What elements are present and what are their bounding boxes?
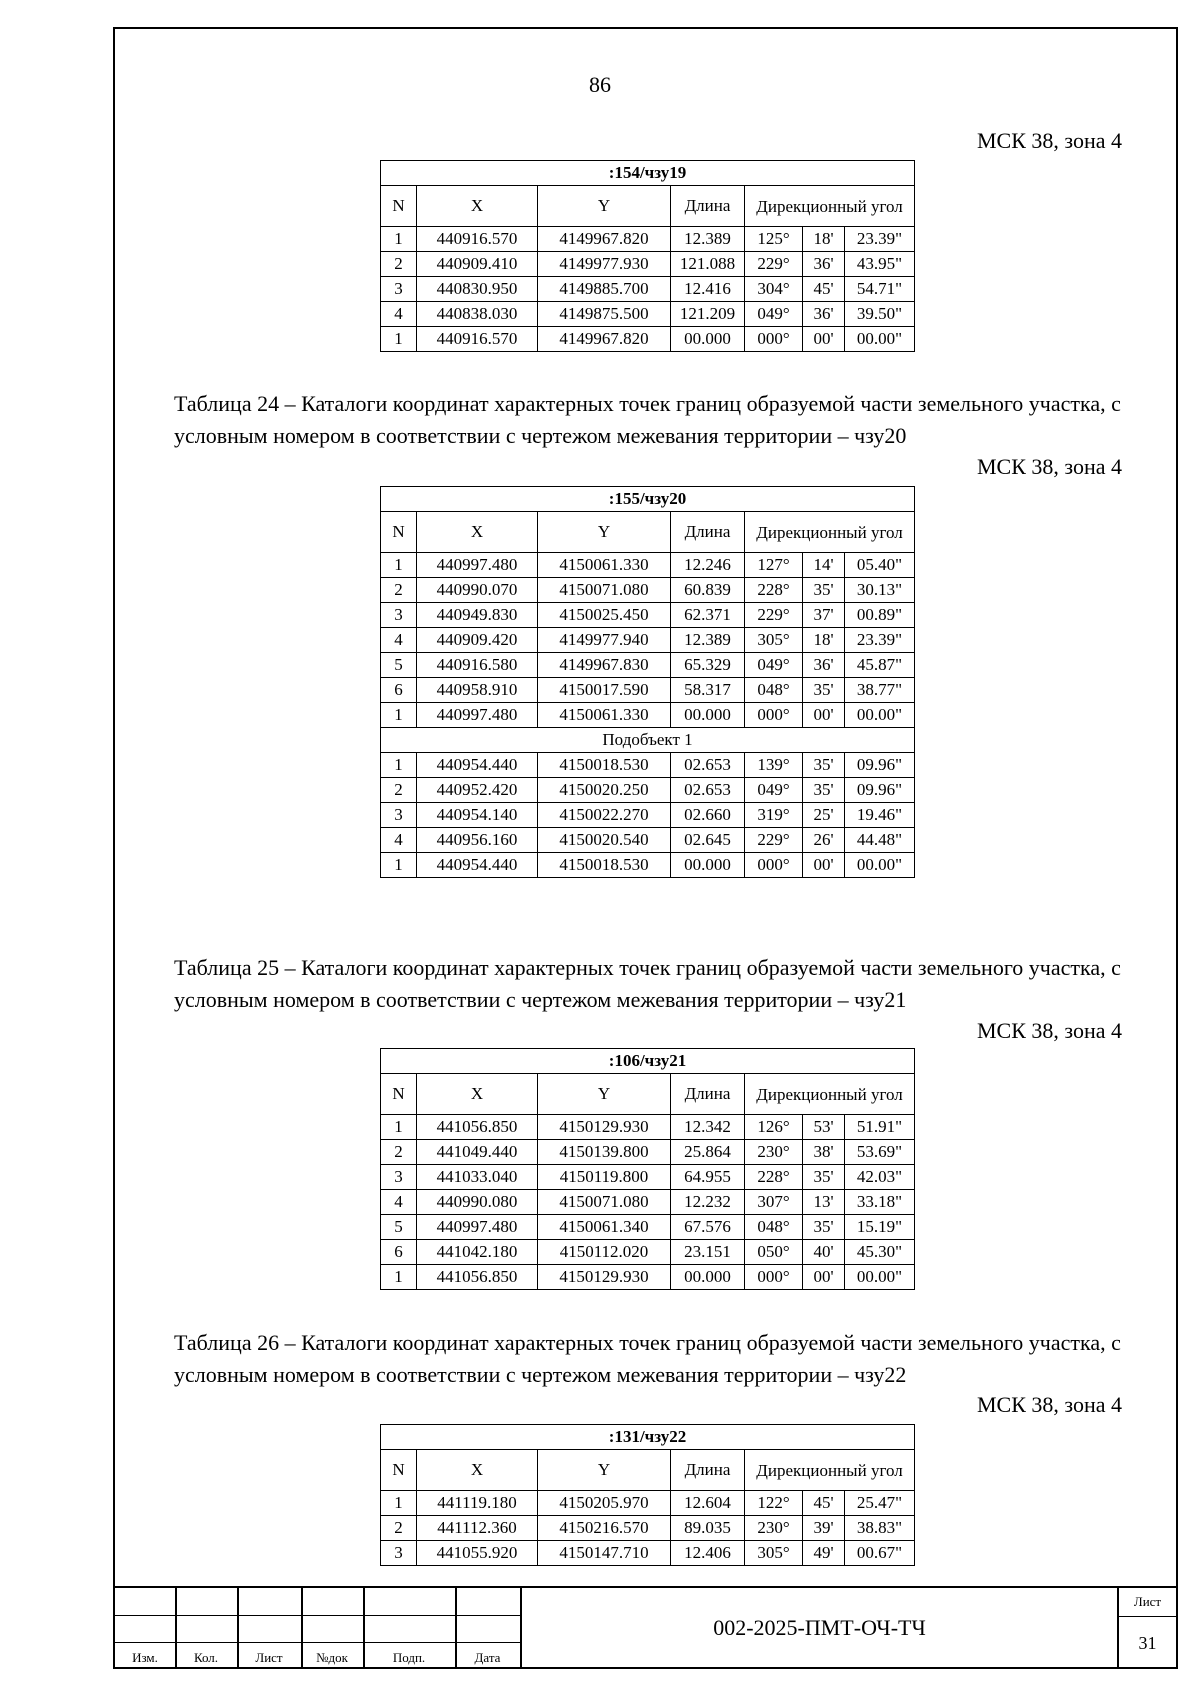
table-cell: 23.39" — [845, 227, 915, 252]
table-cell: 4150112.020 — [538, 1240, 671, 1265]
table-cell: 00.00" — [845, 853, 915, 878]
table-cell: 25' — [803, 803, 845, 828]
table-row — [381, 1190, 915, 1215]
table-cell: 02.653 — [671, 753, 745, 778]
table-cell: 12.389 — [671, 227, 745, 252]
table-cell: 4149977.940 — [538, 628, 671, 653]
table-cell: 12.406 — [671, 1541, 745, 1566]
table-cell: 4 — [381, 302, 417, 327]
table-cell: 2 — [381, 252, 417, 277]
table-cell: 4150071.080 — [538, 578, 671, 603]
table-cell: 4149967.820 — [538, 327, 671, 352]
table-cell: 49' — [803, 1541, 845, 1566]
table-cell: 441055.920 — [417, 1541, 538, 1566]
msk-label: МСК 38, зона 4 — [976, 454, 1122, 479]
table-cell: 440909.410 — [417, 252, 538, 277]
table-row — [381, 803, 915, 828]
table-cell: 40' — [803, 1240, 845, 1265]
table-cell: 1 — [381, 703, 417, 728]
table-cell: 4150119.800 — [538, 1165, 671, 1190]
table-cell: 440916.570 — [417, 227, 538, 252]
table-caption: Таблица 26 – Каталоги координат характерных точек границ образуемой части земельного участка, с условным номером в соответствии с чертежом межевания территории – чзу22 — [174, 1330, 1121, 1387]
table-cell: 4150129.930 — [538, 1265, 671, 1290]
header-direction: Дирекционный угол — [745, 1450, 915, 1491]
table-cell: 3 — [381, 603, 417, 628]
table-cell: 4149885.700 — [538, 277, 671, 302]
table-cell: 440954.140 — [417, 803, 538, 828]
table-row — [381, 302, 915, 327]
header-direction: Дирекционный угол — [745, 1074, 915, 1115]
table-cell: 18' — [803, 227, 845, 252]
header-length: Длина — [671, 186, 745, 227]
table-cell: 305° — [745, 1541, 803, 1566]
table-cell: 440956.160 — [417, 828, 538, 853]
header-length: Длина — [671, 1074, 745, 1115]
table-cell: 441056.850 — [417, 1265, 538, 1290]
table-cell: 121.088 — [671, 252, 745, 277]
table-cell: 02.653 — [671, 778, 745, 803]
table-row — [381, 227, 915, 252]
header-x: X — [417, 1074, 538, 1115]
table-cell: 1 — [381, 227, 417, 252]
coord-table-chzu20 — [380, 486, 915, 878]
table-cell: 2 — [381, 1140, 417, 1165]
table-header-row — [381, 512, 915, 553]
table-cell: 00.67" — [845, 1541, 915, 1566]
table-cell: 12.342 — [671, 1115, 745, 1140]
header-direction: Дирекционный угол — [745, 186, 915, 227]
table-row — [381, 678, 915, 703]
table-cell: 12.416 — [671, 277, 745, 302]
table-cell: 229° — [745, 603, 803, 628]
msk-label: МСК 38, зона 4 — [976, 1392, 1122, 1417]
table-cell: 4150205.970 — [538, 1491, 671, 1516]
table-cell: 60.839 — [671, 578, 745, 603]
table-cell: 00.00" — [845, 703, 915, 728]
table-row — [381, 778, 915, 803]
table-cell: 53.69" — [845, 1140, 915, 1165]
table-cell: 18' — [803, 628, 845, 653]
table-cell: 125° — [745, 227, 803, 252]
table-cell: 36' — [803, 252, 845, 277]
table-cell: 440990.070 — [417, 578, 538, 603]
table-cell: 4150061.340 — [538, 1215, 671, 1240]
table-cell: 4150017.590 — [538, 678, 671, 703]
table-row — [381, 653, 915, 678]
table-cell: 000° — [745, 327, 803, 352]
table-title-row — [381, 1049, 915, 1074]
table-cell: 3 — [381, 803, 417, 828]
table-title: :131/чзу22 — [381, 1425, 915, 1450]
table-row — [381, 578, 915, 603]
table-cell: 44.48" — [845, 828, 915, 853]
table-cell: 441049.440 — [417, 1140, 538, 1165]
table-cell: 00.89" — [845, 603, 915, 628]
table-cell: 440954.440 — [417, 753, 538, 778]
table-row — [381, 553, 915, 578]
stamp-label-ndok: №док — [316, 1650, 348, 1665]
table-cell: 62.371 — [671, 603, 745, 628]
table-cell: 89.035 — [671, 1516, 745, 1541]
table-row — [381, 252, 915, 277]
table-header-row — [381, 1450, 915, 1491]
table-cell: 13' — [803, 1190, 845, 1215]
table-cell: 58.317 — [671, 678, 745, 703]
table-cell: 440949.830 — [417, 603, 538, 628]
table-cell: 050° — [745, 1240, 803, 1265]
table-cell: 4150147.710 — [538, 1541, 671, 1566]
revision-grid — [115, 1586, 520, 1667]
table-cell: 02.645 — [671, 828, 745, 853]
table-cell: 23.151 — [671, 1240, 745, 1265]
table-cell: 51.91" — [845, 1115, 915, 1140]
table-cell: 12.246 — [671, 553, 745, 578]
table-title-row — [381, 1425, 915, 1450]
table-cell: 38.77" — [845, 678, 915, 703]
table-cell: 441119.180 — [417, 1491, 538, 1516]
table-cell: 1 — [381, 753, 417, 778]
table-cell: 35' — [803, 753, 845, 778]
table-cell: 121.209 — [671, 302, 745, 327]
table-cell: 230° — [745, 1516, 803, 1541]
table-cell: 441033.040 — [417, 1165, 538, 1190]
table-cell: 4150129.930 — [538, 1115, 671, 1140]
table-cell: 05.40" — [845, 553, 915, 578]
header-y: Y — [538, 1074, 671, 1115]
table-cell: 23.39" — [845, 628, 915, 653]
table-cell: 440830.950 — [417, 277, 538, 302]
table-cell: 54.71" — [845, 277, 915, 302]
table-cell: 4150061.330 — [538, 553, 671, 578]
table-cell: 4149967.830 — [538, 653, 671, 678]
table-cell: 440997.480 — [417, 553, 538, 578]
table-cell: 049° — [745, 778, 803, 803]
table-row — [381, 1516, 915, 1541]
table-cell: 4150020.540 — [538, 828, 671, 853]
table-cell: 048° — [745, 678, 803, 703]
table-cell: 09.96" — [845, 753, 915, 778]
table-cell: 64.955 — [671, 1165, 745, 1190]
table-cell: 3 — [381, 1541, 417, 1566]
table-row — [381, 1140, 915, 1165]
table-row — [381, 327, 915, 352]
table-cell: 1 — [381, 327, 417, 352]
table-cell: 4150139.800 — [538, 1140, 671, 1165]
table-cell: 2 — [381, 778, 417, 803]
table-cell: 4150020.250 — [538, 778, 671, 803]
table-cell: 25.47" — [845, 1491, 915, 1516]
table-cell: 4150071.080 — [538, 1190, 671, 1215]
table-cell: 4150216.570 — [538, 1516, 671, 1541]
sheet-box — [1117, 1586, 1176, 1667]
table-cell: 440997.480 — [417, 1215, 538, 1240]
table-row — [381, 703, 915, 728]
table-row — [381, 1165, 915, 1190]
table-cell: 00' — [803, 327, 845, 352]
table-cell: 4149967.820 — [538, 227, 671, 252]
table-cell: 45.87" — [845, 653, 915, 678]
table-cell: 049° — [745, 653, 803, 678]
table-cell: 440958.910 — [417, 678, 538, 703]
page-number: 86 — [589, 72, 611, 97]
table-row — [381, 753, 915, 778]
table-cell: 4149977.930 — [538, 252, 671, 277]
header-length: Длина — [671, 512, 745, 553]
table-cell: 53' — [803, 1115, 845, 1140]
table-cell: 049° — [745, 302, 803, 327]
header-y: Y — [538, 1450, 671, 1491]
table-cell: 38.83" — [845, 1516, 915, 1541]
stamp-label-kol: Кол. — [193, 1650, 219, 1665]
table-cell: 42.03" — [845, 1165, 915, 1190]
table-cell: 000° — [745, 853, 803, 878]
subobject-label: Подобъект 1 — [381, 728, 915, 753]
table-title: :106/чзу21 — [381, 1049, 915, 1074]
table-cell: 440916.570 — [417, 327, 538, 352]
table-cell: 000° — [745, 703, 803, 728]
table-title: :154/чзу19 — [381, 161, 915, 186]
header-n: N — [381, 1074, 417, 1115]
table-cell: 14' — [803, 553, 845, 578]
table-cell: 35' — [803, 1215, 845, 1240]
header-x: X — [417, 186, 538, 227]
table-cell: 440990.080 — [417, 1190, 538, 1215]
table-cell: 67.576 — [671, 1215, 745, 1240]
table-cell: 4150061.330 — [538, 703, 671, 728]
table-cell: 43.95" — [845, 252, 915, 277]
table-cell: 229° — [745, 828, 803, 853]
table-cell: 2 — [381, 578, 417, 603]
table-cell: 36' — [803, 302, 845, 327]
table-cell: 228° — [745, 578, 803, 603]
table-cell: 09.96" — [845, 778, 915, 803]
table-cell: 4150025.450 — [538, 603, 671, 628]
table-cell: 440952.420 — [417, 778, 538, 803]
table-header-row — [381, 1074, 915, 1115]
table-row — [381, 853, 915, 878]
table-cell: 1 — [381, 1491, 417, 1516]
table-caption: Таблица 25 – Каталоги координат характерных точек границ образуемой части земельного участка, с условным номером в соответствии с чертежом межевания территории – чзу21 — [174, 955, 1121, 1012]
table-cell: 229° — [745, 252, 803, 277]
table-cell: 39' — [803, 1516, 845, 1541]
table-row — [381, 277, 915, 302]
table-cell: 19.46" — [845, 803, 915, 828]
table-cell: 305° — [745, 628, 803, 653]
table-row — [381, 1115, 915, 1140]
sheet-number: 31 — [1138, 1633, 1157, 1653]
document-code: 002-2025-ПМТ-ОЧ-ТЧ — [520, 1586, 1117, 1667]
table-title-row — [381, 161, 915, 186]
table-cell: 00.00" — [845, 327, 915, 352]
table-cell: 4 — [381, 828, 417, 853]
table-cell: 12.389 — [671, 628, 745, 653]
table-cell: 02.660 — [671, 803, 745, 828]
table-cell: 33.18" — [845, 1190, 915, 1215]
table-cell: 4150018.530 — [538, 853, 671, 878]
table-cell: 3 — [381, 1165, 417, 1190]
table-cell: 3 — [381, 277, 417, 302]
msk-label: МСК 38, зона 4 — [976, 128, 1122, 153]
subobject-row — [381, 728, 915, 753]
table-cell: 35' — [803, 778, 845, 803]
table-cell: 4150022.270 — [538, 803, 671, 828]
table-cell: 00.000 — [671, 327, 745, 352]
table-row — [381, 1215, 915, 1240]
sheet-label: Лист — [1119, 1588, 1176, 1617]
table-cell: 30.13" — [845, 578, 915, 603]
table-cell: 39.50" — [845, 302, 915, 327]
table-row — [381, 1491, 915, 1516]
table-row — [381, 628, 915, 653]
title-block — [115, 1586, 1176, 1667]
table-cell: 00' — [803, 703, 845, 728]
table-cell: 4 — [381, 628, 417, 653]
table-cell: 65.329 — [671, 653, 745, 678]
table-cell: 440838.030 — [417, 302, 538, 327]
table-cell: 304° — [745, 277, 803, 302]
table-cell: 048° — [745, 1215, 803, 1240]
table-cell: 122° — [745, 1491, 803, 1516]
table-cell: 35' — [803, 678, 845, 703]
table-cell: 000° — [745, 1265, 803, 1290]
table-cell: 38' — [803, 1140, 845, 1165]
table-cell: 00.000 — [671, 853, 745, 878]
table-header-row — [381, 186, 915, 227]
stamp-label-podp: Подп. — [392, 1650, 426, 1665]
table-cell: 1 — [381, 1115, 417, 1140]
table-cell: 00.000 — [671, 1265, 745, 1290]
table-cell: 440916.580 — [417, 653, 538, 678]
table-cell: 35' — [803, 578, 845, 603]
table-cell: 1 — [381, 553, 417, 578]
table-cell: 4149875.500 — [538, 302, 671, 327]
table-cell: 440997.480 — [417, 703, 538, 728]
msk-label: МСК 38, зона 4 — [976, 1018, 1122, 1043]
header-x: X — [417, 1450, 538, 1491]
table-cell: 00.000 — [671, 703, 745, 728]
coord-table-chzu22 — [380, 1424, 915, 1566]
table-cell: 440909.420 — [417, 628, 538, 653]
table-cell: 6 — [381, 678, 417, 703]
table-title: :155/чзу20 — [381, 487, 915, 512]
table-cell: 441056.850 — [417, 1115, 538, 1140]
table-cell: 12.604 — [671, 1491, 745, 1516]
table-cell: 441042.180 — [417, 1240, 538, 1265]
header-y: Y — [538, 186, 671, 227]
table-cell: 5 — [381, 653, 417, 678]
table-row — [381, 1541, 915, 1566]
table-cell: 00.00" — [845, 1265, 915, 1290]
table-cell: 127° — [745, 553, 803, 578]
header-n: N — [381, 512, 417, 553]
table-cell: 1 — [381, 1265, 417, 1290]
header-y: Y — [538, 512, 671, 553]
table-cell: 36' — [803, 653, 845, 678]
stamp-label-data: Дата — [474, 1650, 501, 1665]
coord-table-chzu19 — [380, 160, 915, 352]
table-cell: 319° — [745, 803, 803, 828]
table-cell: 2 — [381, 1516, 417, 1541]
table-cell: 6 — [381, 1240, 417, 1265]
header-length: Длина — [671, 1450, 745, 1491]
table-cell: 26' — [803, 828, 845, 853]
table-cell: 230° — [745, 1140, 803, 1165]
header-direction: Дирекционный угол — [745, 512, 915, 553]
table-cell: 126° — [745, 1115, 803, 1140]
table-cell: 00' — [803, 853, 845, 878]
table-cell: 35' — [803, 1165, 845, 1190]
table-row — [381, 828, 915, 853]
table-cell: 5 — [381, 1215, 417, 1240]
table-cell: 37' — [803, 603, 845, 628]
table-cell: 00' — [803, 1265, 845, 1290]
stamp-label-izm: Изм. — [132, 1650, 158, 1665]
header-n: N — [381, 1450, 417, 1491]
table-row — [381, 1265, 915, 1290]
coord-table-chzu21 — [380, 1048, 915, 1290]
table-cell: 1 — [381, 853, 417, 878]
header-n: N — [381, 186, 417, 227]
table-cell: 25.864 — [671, 1140, 745, 1165]
table-cell: 15.19" — [845, 1215, 915, 1240]
table-cell: 139° — [745, 753, 803, 778]
table-cell: 4 — [381, 1190, 417, 1215]
table-cell: 12.232 — [671, 1190, 745, 1215]
stamp-label-list: Лист — [255, 1650, 283, 1665]
table-cell: 4150018.530 — [538, 753, 671, 778]
table-cell: 440954.440 — [417, 853, 538, 878]
table-cell: 441112.360 — [417, 1516, 538, 1541]
header-x: X — [417, 512, 538, 553]
table-cell: 228° — [745, 1165, 803, 1190]
table-row — [381, 603, 915, 628]
table-title-row — [381, 487, 915, 512]
table-cell: 45' — [803, 1491, 845, 1516]
table-cell: 45' — [803, 277, 845, 302]
table-cell: 45.30" — [845, 1240, 915, 1265]
table-caption: Таблица 24 – Каталоги координат характерных точек границ образуемой части земельного участка, с условным номером в соответствии с чертежом межевания территории – чзу20 — [174, 391, 1121, 448]
table-cell: 307° — [745, 1190, 803, 1215]
table-row — [381, 1240, 915, 1265]
